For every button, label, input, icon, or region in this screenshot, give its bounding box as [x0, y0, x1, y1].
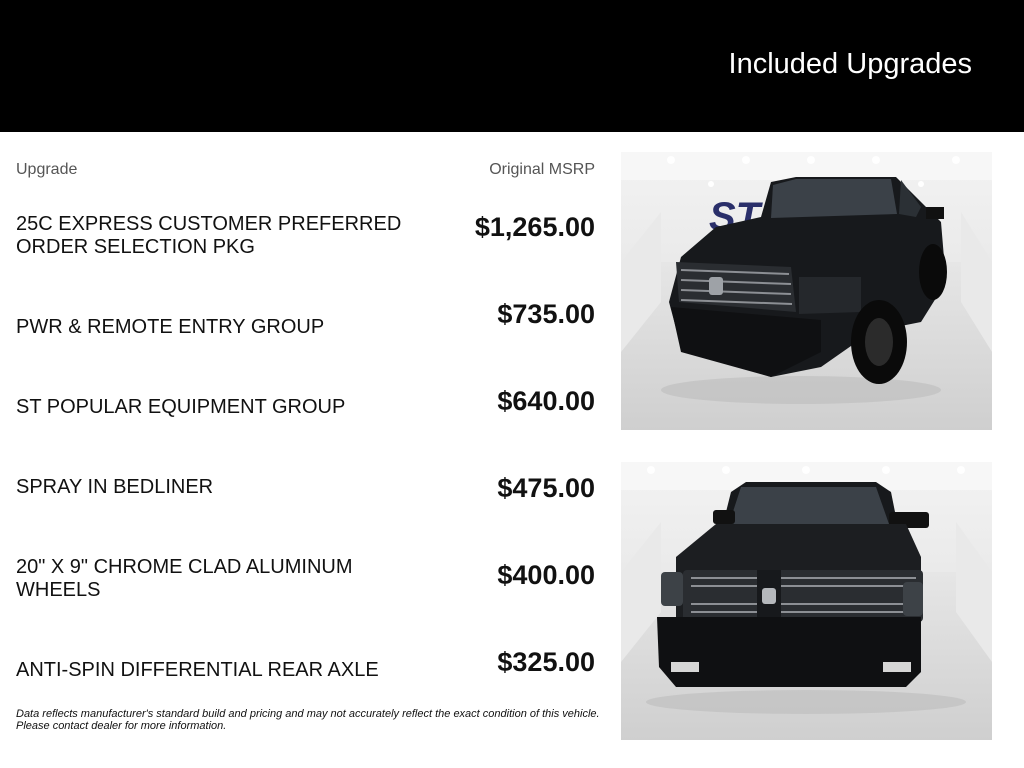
upgrade-price: $325.00 — [497, 647, 595, 677]
disclaimer — [16, 708, 606, 732]
upgrade-name: SPRAY IN BEDLINER — [16, 476, 214, 498]
upgrade-name: ST POPULAR EQUIPMENT GROUP — [16, 396, 346, 418]
upgrade-price: $735.00 — [497, 299, 595, 329]
upgrade-name: ANTI-SPIN DIFFERENTIAL REAR AXLE — [16, 659, 379, 681]
showroom-logo: ST — [709, 195, 761, 239]
truck-photo-image — [621, 152, 992, 430]
upgrade-price: $475.00 — [497, 473, 595, 503]
column-header-upgrade: Upgrade — [16, 161, 78, 178]
upgrade-name: 20" X 9" CHROME CLAD ALUMINUM WHEELS — [16, 556, 353, 601]
vehicle-photo-front — [621, 462, 992, 740]
column-header-msrp: Original MSRP — [489, 161, 595, 178]
vehicle-photo-side — [621, 152, 992, 430]
upgrade-price: $400.00 — [497, 560, 595, 590]
disclaimer-line-1: Data reflects manufacturer's standard build and pricing and may not accurately reflect the exact condition of this vehicle. — [16, 708, 600, 720]
header-banner — [0, 0, 1024, 132]
truck-photo-image — [621, 462, 992, 740]
upgrade-price: $1,265.00 — [474, 212, 595, 242]
upgrade-name: PWR & REMOTE ENTRY GROUP — [16, 316, 325, 338]
upgrade-name: 25C EXPRESS CUSTOMER PREFERRED ORDER SELECTION PKG — [16, 213, 402, 258]
disclaimer-line-2: Please contact dealer for more information. — [16, 720, 227, 732]
upgrade-price: $640.00 — [497, 386, 595, 416]
page-title: Included Upgrades — [728, 48, 972, 80]
